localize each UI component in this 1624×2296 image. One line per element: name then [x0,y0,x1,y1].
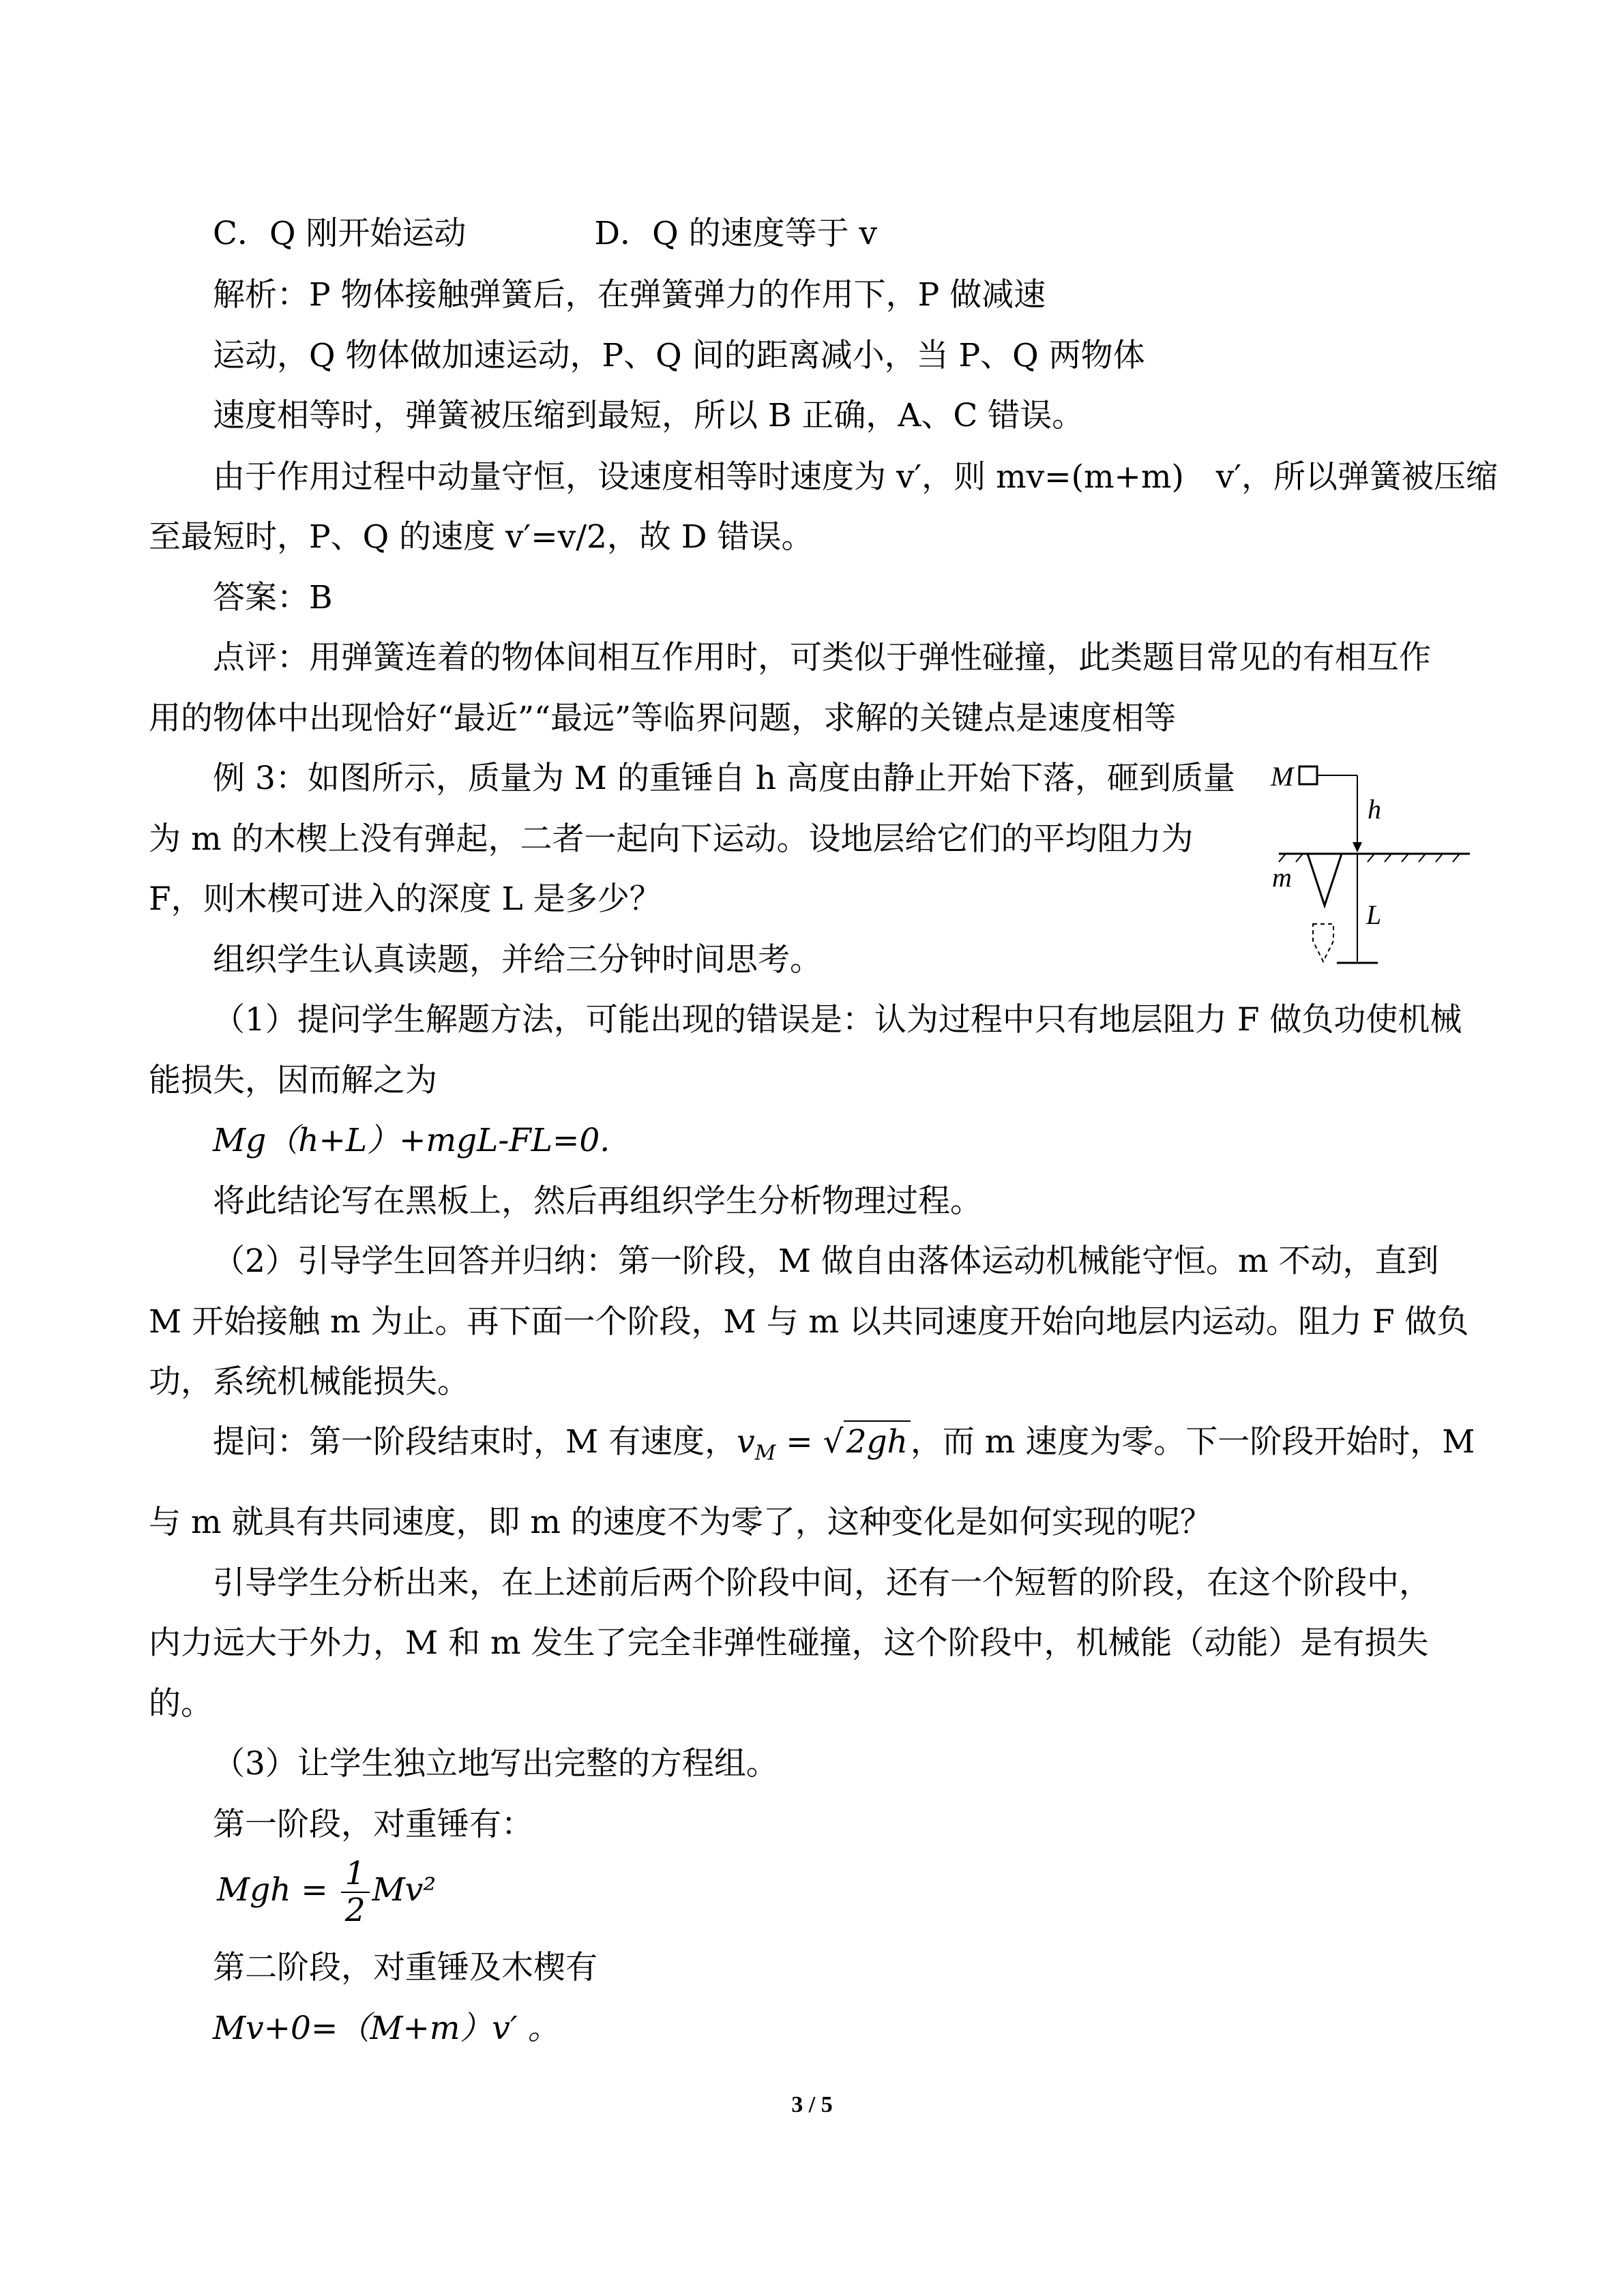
step1-line-2: 能损失，因而解之为 [149,1062,437,1099]
stage2-line: 第二阶段，对重锤及木楔有 [213,1949,597,1986]
page-number: 3 / 5 [791,2092,833,2117]
equals-sqrt: = √ [776,1423,844,1461]
figure-label-L: L [1366,899,1382,930]
guide-line-3: 的。 [149,1685,213,1723]
guide-line-1: 引导学生分析出来，在上述前后两个阶段中间，还有一个短暂的阶段，在这个阶段中， [213,1564,1431,1602]
wedge-shape [1308,854,1342,906]
velocity-subscript: M [754,1441,776,1465]
fraction-denominator: 2 [344,1892,366,1929]
hammer-wedge-figure [1265,750,1483,975]
ground-hatching [1279,854,1460,862]
step3-line: （3）让学生独立地写出完整的方程组。 [213,1745,778,1783]
hammer-block [1299,766,1317,784]
h-arrow-head [1353,842,1362,852]
example3-line-2: 为 m 的木楔上没有弹起，二者一起向下运动。设地层给它们的平均阻力为 [149,820,1194,858]
sqrt-content: 2gh [844,1420,911,1463]
fraction-numerator: 1 [341,1856,370,1893]
figure-label-m: m [1272,862,1292,893]
energy-lhs: Mgh = [217,1871,328,1909]
step1-line-1: （1）提问学生解题方法，可能出现的错误是：认为过程中只有地层阻力 F 做负功使机械 [213,1001,1462,1039]
momentum-line-2: 至最短时，P、Q 的速度 v′=v/2，故 D 错误。 [149,518,814,556]
wrong-equation: Mg（h+L）+mgL-FL=0. [213,1122,610,1159]
wedge-final-position [1313,924,1333,961]
step2-line-3: 功，系统机械能损失。 [149,1363,469,1401]
energy-rhs: Mv² [372,1871,437,1909]
comment-line-1: 点评：用弹簧连着的物体间相互作用时，可类似于弹性碰撞，此类题目常见的有相互作 [213,639,1431,676]
step2-line-2: M 开始接触 m 为止。再下面一个阶段，M 与 m 以共同速度开始向地层内运动。阻力 F 做负 [149,1303,1469,1341]
velocity-symbol: v [737,1423,755,1461]
answer-line: 答案：B [213,579,333,616]
option-c-d-line: C．Q 刚开始运动 D．Q 的速度等于 v [213,215,878,252]
energy-equation [217,1855,437,1929]
momentum-equation: Mv+0=（M+m）v′ 。 [213,2010,560,2047]
step2-line-1: （2）引导学生回答并归纳：第一阶段，M 做自由落体运动机械能守恒。m 不动，直到 [213,1242,1439,1280]
figure-label-M: M [1271,761,1294,792]
question-text-b: ，而 m 速度为零。下一阶段开始时，M [910,1423,1475,1461]
blackboard-line: 将此结论写在黑板上，然后再组织学生分析物理过程。 [213,1182,982,1220]
analysis-line-1: 解析：P 物体接触弹簧后，在弹簧弹力的作用下，P 做减速 [213,276,1046,314]
comment-line-2: 用的物体中出现恰好“最近”“最远”等临界问题，求解的关键点是速度相等 [149,700,1177,737]
analysis-line-2: 运动，Q 物体做加速运动，P、Q 间的距离减小，当 P、Q 两物体 [213,337,1145,374]
example3-line-1: 例 3：如图所示，质量为 M 的重锤自 h 高度由静止开始下落，砸到质量 [213,760,1235,797]
guide-line-2: 内力远大于外力，M 和 m 发生了完全非弹性碰撞，这个阶段中，机械能（动能）是有损失 [149,1624,1429,1662]
fraction-half [341,1856,370,1928]
organize-line: 组织学生认真读题，并给三分钟时间思考。 [213,941,822,979]
analysis-line-3: 速度相等时，弹簧被压缩到最短，所以 B 正确，A、C 错误。 [213,397,1084,434]
momentum-line-1: 由于作用过程中动量守恒，设速度相等时速度为 v′，则 mv=(m+m) v′，所以弹簧被压缩 [213,458,1498,496]
figure-label-h: h [1368,794,1381,824]
example3-line-3: F，则木楔可进入的深度 L 是多少？ [149,880,662,918]
question-line-2: 与 m 就具有共同速度，即 m 的速度不为零了，这种变化是如何实现的呢？ [149,1504,1212,1541]
question-text-a: 提问：第一阶段结束时，M 有速度， [213,1423,737,1461]
question-line [213,1420,1475,1474]
stage1-line: 第一阶段，对重锤有： [213,1806,533,1843]
